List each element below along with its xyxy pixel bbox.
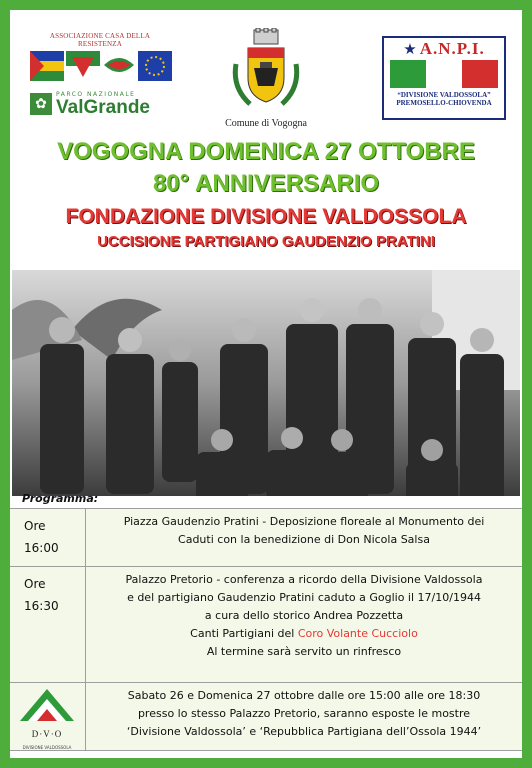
eu-flag-icon — [138, 51, 172, 81]
coro-name: Coro Volante Cucciolo — [297, 627, 418, 640]
foundation-title: FONDAZIONE DIVISIONE VALDOSSOLA — [65, 205, 467, 228]
schedule-row — [10, 683, 522, 751]
description-line: e del partigiano Gaudenzio Pratini caduto a Goglio il 17/10/1944 — [127, 591, 481, 604]
programma-label: Programma: — [22, 492, 99, 505]
description-line: presso lo stesso Palazzo Pretorio, saranno esposte le mostre — [137, 707, 471, 720]
association-flags — [30, 51, 180, 81]
description-line: ‘Divisione Valdossola’ e ‘Repubblica Partigiana dell’Ossola 1944’ — [126, 725, 482, 738]
description-line: Al termine sarà servito un rinfresco — [206, 645, 402, 658]
schedule-description — [86, 567, 522, 682]
italian-flag-icon — [390, 60, 498, 88]
description-line: Piazza Gaudenzio Pratini - Deposizione floreale al Monumento dei — [123, 515, 485, 528]
park-name: ValGrande — [56, 97, 150, 118]
poster — [10, 10, 522, 758]
schedule-table — [10, 508, 522, 751]
event-date-title: VOGOGNA DOMENICA 27 OTTOBRE — [57, 138, 475, 165]
pratini-title: UCCISIONE PARTIGIANO GAUDENZIO PRATINI — [97, 233, 435, 250]
canti-line — [92, 625, 516, 643]
park-subtitle: PARCO NAZIONALE — [56, 91, 136, 98]
flag-icon — [102, 51, 136, 81]
anniversary-title: 80° ANNIVERSARIO — [152, 170, 380, 197]
anpi-name: A.N.P.I. — [419, 39, 485, 58]
coat-of-arms-icon — [230, 28, 302, 112]
dvo-subtitle: DIVISIONE VALDOSSOLA — [22, 745, 72, 750]
time-label: Ore — [24, 519, 46, 533]
description-line: Caduti con la benedizione di Don Nicola Salsa — [178, 533, 430, 546]
partner-logos — [30, 32, 180, 127]
canti-prefix: Canti Partigiani del — [190, 627, 298, 640]
park-logo — [30, 91, 180, 117]
schedule-description — [86, 683, 522, 750]
park-mark-icon: ✿ — [30, 93, 52, 115]
comune-name: Comune di Vogogna — [225, 118, 307, 129]
anpi-division: “DIVISIONE VALDOSSOLA” — [397, 91, 491, 99]
schedule-time — [10, 509, 86, 566]
flag-icon — [30, 51, 64, 81]
association-name: ASSOCIAZIONE CASA DELLA RESISTENZA — [49, 32, 151, 48]
comune-logo — [216, 28, 316, 133]
anpi-section: PREMOSELLO-CHIOVENDA — [396, 99, 492, 107]
dvo-emblem-icon — [16, 687, 78, 723]
schedule-description — [86, 509, 522, 566]
dvo-letters: D·V·O — [31, 729, 63, 739]
description-line: a cura dello storico Andrea Pozzetta — [204, 609, 404, 622]
time-label: Ore — [24, 577, 46, 591]
anpi-logo — [382, 36, 506, 120]
description-line: Sabato 26 e Domenica 27 ottobre dalle ore 15:00 alle ore 18:30 — [127, 689, 481, 702]
flag-icon — [66, 51, 100, 81]
schedule-time — [10, 567, 86, 682]
description-line: Palazzo Pretorio - conferenza a ricordo della Divisione Valdossola — [125, 573, 483, 586]
dvo-logo — [16, 687, 78, 750]
star-icon: ★ — [403, 40, 417, 58]
schedule-row — [10, 509, 522, 567]
time-value: 16:30 — [24, 599, 59, 613]
dvo-logo-cell — [10, 683, 86, 750]
time-value: 16:00 — [24, 541, 59, 555]
schedule-row — [10, 567, 522, 683]
partisans-photo — [12, 270, 520, 496]
